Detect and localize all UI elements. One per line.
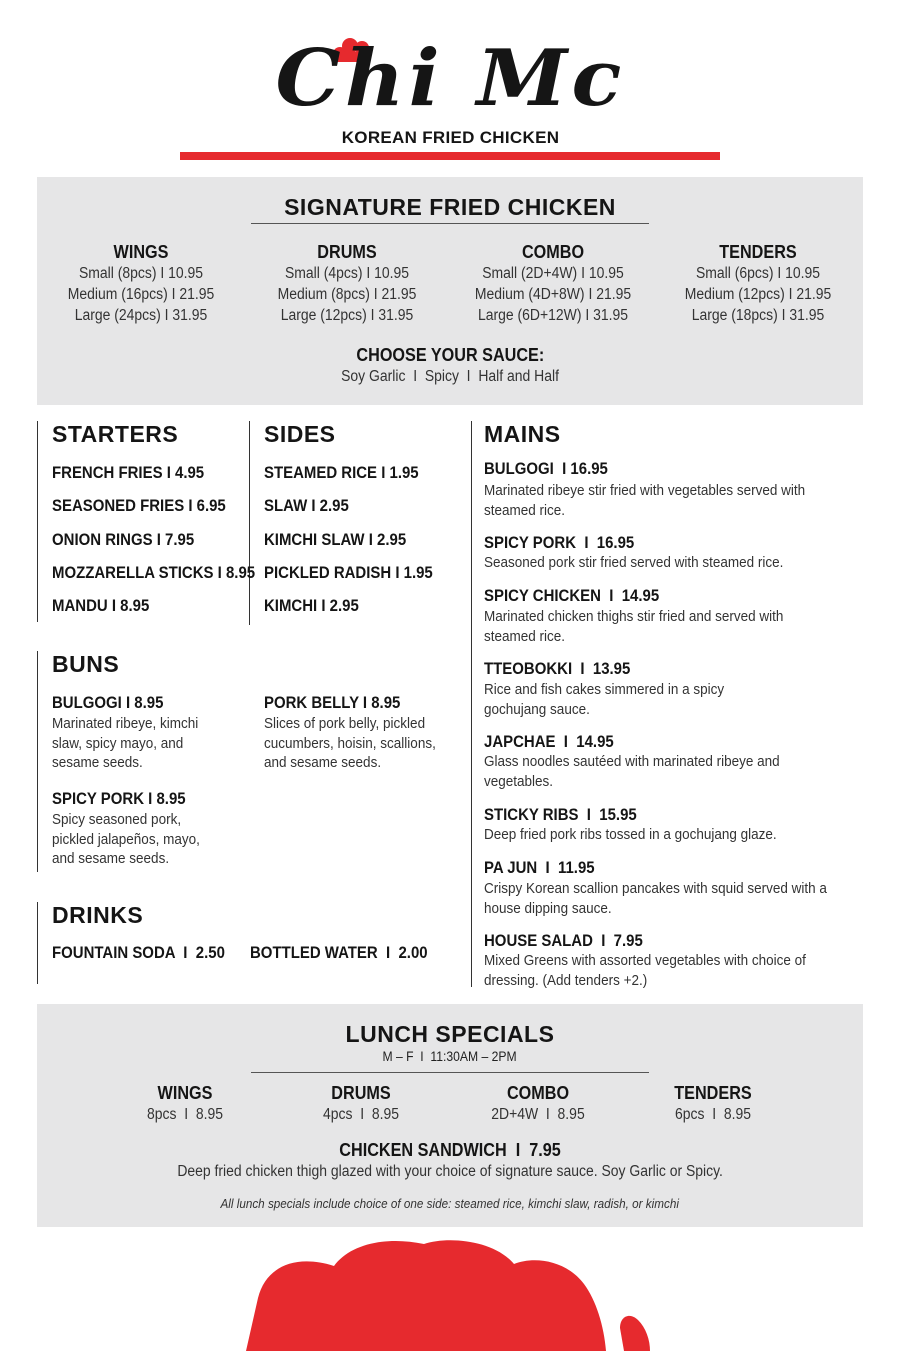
- main-item-name: HOUSE SALAD I 7.95: [484, 931, 643, 950]
- bun-item-name: BULGOGI I 8.95: [52, 693, 164, 712]
- main-item-name: SPICY CHICKEN I 14.95: [484, 586, 660, 605]
- lunch-col-price: 2D+4W I 8.95: [491, 1106, 585, 1123]
- starter-item: MANDU I 8.95: [52, 596, 150, 615]
- lunch-col-name: WINGS: [157, 1083, 213, 1103]
- signature-col-name: WINGS: [113, 242, 169, 262]
- side-item: SLAW I 2.95: [264, 496, 349, 515]
- signature-row: Medium (12pcs) I 21.95: [684, 286, 832, 303]
- signature-title-rule: [251, 223, 649, 224]
- main-item-desc: Mixed Greens with assorted vegetables with choice of dressing. (Add tenders +2.): [484, 952, 806, 989]
- main-item-desc: Marinated chicken thighs stir fried and served with steamed rice.: [484, 608, 784, 645]
- main-item-name: JAPCHAE I 14.95: [484, 732, 614, 751]
- brand-logo: Chi Mc: [275, 33, 626, 124]
- signature-row: Large (6D+12W) I 31.95: [477, 307, 629, 324]
- signature-col-tenders: [658, 241, 858, 326]
- main-item-name: PA JUN I 11.95: [484, 858, 595, 877]
- signature-col-drums: [247, 241, 447, 326]
- menu-header: [0, 0, 901, 165]
- lunch-hours: M – F I 11:30AM – 2PM: [382, 1049, 518, 1064]
- lunch-hours-line: [37, 1048, 863, 1066]
- main-item-name: STICKY RIBS I 15.95: [484, 805, 637, 824]
- sauce-label-line: [37, 345, 863, 366]
- main-item-name: BULGOGI I 16.95: [484, 459, 608, 478]
- main-item-desc: Rice and fish cakes simmered in a spicy gochujang sauce.: [484, 681, 725, 718]
- signature-row: Medium (8pcs) I 21.95: [277, 286, 417, 303]
- main-item-desc: Deep fried pork ribs tossed in a gochujang glaze.: [484, 826, 777, 843]
- bun-item-name: PORK BELLY I 8.95: [264, 693, 401, 712]
- signature-row: Medium (16pcs) I 21.95: [67, 286, 215, 303]
- starter-item: ONION RINGS I 7.95: [52, 530, 195, 549]
- signature-panel: [37, 177, 863, 405]
- sandwich-name: CHICKEN SANDWICH I 7.95: [339, 1140, 561, 1160]
- lunch-col-name: DRUMS: [331, 1083, 391, 1103]
- brand-subtitle: KOREAN FRIED CHICKEN: [341, 128, 560, 147]
- signature-col-name: COMBO: [521, 242, 585, 262]
- sandwich-name-line: [37, 1140, 863, 1161]
- signature-row: Small (6pcs) I 10.95: [695, 265, 821, 282]
- side-item: KIMCHI SLAW I 2.95: [264, 530, 407, 549]
- signature-row: Small (2D+4W) I 10.95: [482, 265, 624, 282]
- signature-col-wings: [41, 241, 241, 326]
- signature-col-combo: [453, 241, 653, 326]
- signature-title: SIGNATURE FRIED CHICKEN: [284, 194, 616, 220]
- side-item: STEAMED RICE I 1.95: [264, 463, 419, 482]
- drinks-divider: [37, 902, 38, 984]
- starter-item: MOZZARELLA STICKS I 8.95: [52, 563, 256, 582]
- main-item-desc: Seasoned pork stir fried served with steamed rice.: [484, 554, 784, 571]
- signature-row: Large (12pcs) I 31.95: [280, 307, 414, 324]
- lunch-col-price: 4pcs I 8.95: [322, 1106, 399, 1123]
- drink-item: FOUNTAIN SODA I 2.50: [52, 943, 225, 962]
- side-item: PICKLED RADISH I 1.95: [264, 563, 433, 582]
- main-item-desc: Glass noodles sautéed with marinated ribeye and vegetables.: [484, 753, 780, 790]
- lunch-title: LUNCH SPECIALS: [345, 1021, 555, 1047]
- main-item-desc: Crispy Korean scallion pancakes with squid served with a house dipping sauce.: [484, 880, 827, 917]
- sauce-options-line: [37, 368, 863, 386]
- lunch-note-line: [37, 1195, 863, 1213]
- main-item-name: TTEOBOKKI I 13.95: [484, 659, 631, 678]
- header-divider: [180, 152, 720, 160]
- sides-divider: [249, 421, 250, 625]
- sides-title: SIDES: [264, 421, 336, 447]
- sandwich-desc-line: [37, 1163, 863, 1181]
- mains-title: MAINS: [484, 421, 561, 447]
- lunch-note: All lunch specials include choice of one side: steamed rice, kimchi slaw, radish, or kimchi: [220, 1196, 680, 1211]
- drink-item: BOTTLED WATER I 2.00: [250, 943, 428, 962]
- starters-title: STARTERS: [52, 421, 179, 447]
- signature-row: Small (8pcs) I 10.95: [78, 265, 204, 282]
- sauce-label: CHOOSE YOUR SAUCE:: [356, 345, 544, 365]
- bun-item-desc: Marinated ribeye, kimchi slaw, spicy mayo, and sesame seeds.: [52, 715, 199, 771]
- main-item-name: SPICY PORK I 16.95: [484, 533, 635, 552]
- buns-divider: [37, 651, 38, 872]
- lunch-col-price: 8pcs I 8.95: [146, 1106, 223, 1123]
- lunch-col-combo: [448, 1082, 628, 1126]
- sandwich-desc: Deep fried chicken thigh glazed with your choice of signature sauce. Soy Garlic or Spicy.: [177, 1163, 723, 1180]
- lunch-col-tenders: [623, 1082, 803, 1126]
- bun-item-name: SPICY PORK I 8.95: [52, 789, 186, 808]
- lunch-col-name: TENDERS: [674, 1083, 752, 1103]
- lunch-title-rule: [251, 1072, 649, 1073]
- starter-item: SEASONED FRIES I 6.95: [52, 496, 226, 515]
- bun-item-desc: Spicy seasoned pork, pickled jalapeños, mayo, and sesame seeds.: [52, 811, 200, 867]
- signature-row: Large (24pcs) I 31.95: [74, 307, 208, 324]
- mains-divider: [471, 421, 472, 987]
- drinks-title: DRINKS: [52, 902, 144, 928]
- signature-row: Large (18pcs) I 31.95: [691, 307, 825, 324]
- lunch-col-wings: [95, 1082, 275, 1126]
- signature-col-name: TENDERS: [719, 242, 797, 262]
- starters-divider: [37, 421, 38, 622]
- lunch-col-name: COMBO: [506, 1083, 570, 1103]
- lunch-panel: [37, 1004, 863, 1227]
- signature-row: Small (4pcs) I 10.95: [284, 265, 410, 282]
- signature-col-name: DRUMS: [317, 242, 377, 262]
- signature-row: Medium (4D+8W) I 21.95: [474, 286, 632, 303]
- chicken-comb-art-icon: [0, 1236, 901, 1351]
- bun-item-desc: Slices of pork belly, pickled cucumbers, hoisin, scallions, and sesame seeds.: [264, 715, 436, 771]
- lunch-col-price: 6pcs I 8.95: [674, 1106, 751, 1123]
- side-item: KIMCHI I 2.95: [264, 596, 359, 615]
- starter-item: FRENCH FRIES I 4.95: [52, 463, 205, 482]
- lunch-col-drums: [271, 1082, 451, 1126]
- sauce-options: Soy Garlic I Spicy I Half and Half: [341, 368, 559, 385]
- main-item-desc: Marinated ribeye stir fried with vegetables served with steamed rice.: [484, 482, 806, 519]
- buns-title: BUNS: [52, 651, 120, 677]
